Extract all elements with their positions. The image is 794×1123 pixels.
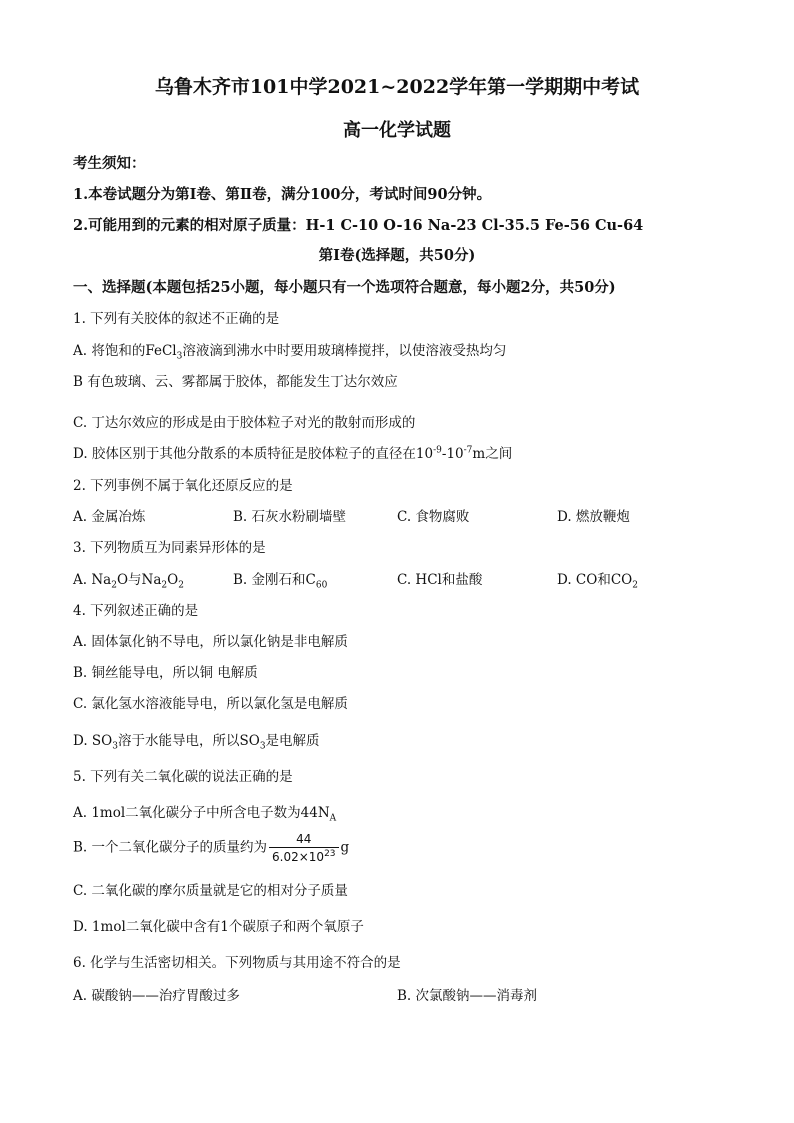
option-text: D. 胶体区别于其他分散系的本质特征是胶体粒子的直径在10 — [73, 446, 434, 462]
question-3-option-a — [73, 568, 184, 591]
question-2-option-c: C. 食物腐败 — [397, 509, 470, 525]
question-3-option-b — [233, 568, 327, 591]
fraction — [269, 832, 339, 864]
subscript: 3 — [259, 741, 266, 752]
question-1-option-c: C. 丁达尔效应的形成是由于胶体粒子对光的散射而形成的 — [73, 415, 416, 431]
superscript: 23 — [324, 849, 336, 859]
subscript: 3 — [176, 351, 183, 362]
question-6-option-b: B. 次氯酸钠——消毒剂 — [397, 988, 538, 1004]
option-text: A. 将饱和的FeCl — [73, 343, 177, 359]
question-4-option-d — [73, 729, 320, 752]
option-text: 溶液滴到沸水中时要用玻璃棒搅拌，以使溶液受热均匀 — [182, 343, 507, 359]
question-4-option-c: C. 氯化氢水溶液能导电，所以氯化氢是电解质 — [73, 696, 348, 712]
question-4-option-a: A. 固体氯化钠不导电，所以氯化钠是非电解质 — [73, 634, 348, 650]
option-text: D. CO和CO — [557, 572, 633, 588]
section-instruction: 一、选择题(本题包括25小题，每小题只有一个选项符合题意，每小题2分，共50分) — [73, 279, 616, 296]
option-text: 二氧化碳分子中所含电子数为44N — [125, 805, 330, 821]
option-text: 是电解质 — [265, 733, 320, 749]
question-1-option-d — [73, 442, 512, 462]
option-text: 二氧化碳中含有1个碳原子和两个氧原子 — [125, 919, 364, 935]
question-2-option-b: B. 石灰水粉刷墙壁 — [233, 509, 347, 525]
fraction-denominator — [269, 847, 339, 864]
question-5-stem: 5. 下列有关二氧化碳的说法正确的是 — [73, 769, 293, 785]
question-2-option-a: A. 金属冶炼 — [73, 509, 146, 525]
unit-text: g — [340, 839, 350, 856]
subscript: 2 — [161, 580, 168, 591]
question-4-stem: 4. 下列叙述正确的是 — [73, 603, 199, 619]
notice-item-2: 2.可能用到的元素的相对原子质量：H-1 C-10 O-16 Na-23 Cl-35.5 Fe-56 Cu-64 — [73, 217, 644, 234]
superscript: -9 — [433, 445, 442, 456]
section-title: 第Ⅰ卷(选择题，共50分) — [318, 247, 476, 264]
notice-item-1: 1.本卷试题分为第Ⅰ卷、第Ⅱ卷，满分100分，考试时间90分钟。 — [73, 186, 492, 203]
option-text: D. 1mol — [73, 919, 126, 935]
exam-title: 乌鲁木齐市101中学2021~2022学年第一学期期中考试 — [154, 76, 640, 98]
option-text: m之间 — [472, 446, 513, 462]
exam-subtitle: 高一化学试题 — [343, 120, 451, 141]
option-text: 溶于水能导电，所以SO — [117, 733, 260, 749]
question-5-option-c: C. 二氧化碳的摩尔质量就是它的相对分子质量 — [73, 883, 348, 899]
option-text: -10 — [441, 446, 464, 462]
subscript: A — [329, 813, 337, 824]
subscript: 2 — [111, 580, 117, 591]
option-text: A. 1mol — [73, 805, 126, 821]
subscript: 2 — [178, 580, 184, 591]
question-6-option-a: A. 碳酸钠——治疗胃酸过多 — [73, 988, 240, 1004]
notice-heading: 考生须知： — [73, 155, 146, 172]
option-text: O — [167, 572, 179, 588]
option-text: O与Na — [116, 572, 162, 588]
question-1-option-a — [73, 339, 506, 362]
superscript: -7 — [463, 445, 473, 456]
question-5-option-b — [73, 832, 349, 864]
subscript: 2 — [632, 580, 638, 591]
question-2-option-d: D. 燃放鞭炮 — [557, 509, 630, 525]
question-3-option-c: C. HCl和盐酸 — [397, 572, 483, 588]
question-3-stem: 3. 下列物质互为同素异形体的是 — [73, 540, 266, 556]
question-3-option-d — [557, 568, 638, 591]
question-5-option-a — [73, 801, 336, 824]
option-text: B. 一个二氧化碳分子的质量约为 — [73, 839, 268, 856]
question-6-stem: 6. 化学与生活密切相关。下列物质与其用途不符合的是 — [73, 955, 401, 971]
question-2-stem: 2. 下列事例不属于氧化还原反应的是 — [73, 478, 293, 494]
question-1-option-b: B 有色玻璃、云、雾都属于胶体，都能发生丁达尔效应 — [73, 374, 398, 390]
subscript: 60 — [315, 580, 328, 591]
question-1-stem: 1. 下列有关胶体的叙述不正确的是 — [73, 311, 280, 327]
question-4-option-b: B. 铜丝能导电，所以铜 电解质 — [73, 665, 258, 681]
fraction-numerator: 44 — [296, 832, 312, 846]
option-text: A. Na — [73, 572, 112, 588]
subscript: 3 — [112, 741, 118, 752]
denominator-text: 6.02×10 — [272, 850, 325, 864]
option-text: D. SO — [73, 733, 113, 749]
option-text: B. 金刚石和C — [233, 572, 316, 588]
question-5-option-d — [73, 915, 364, 935]
